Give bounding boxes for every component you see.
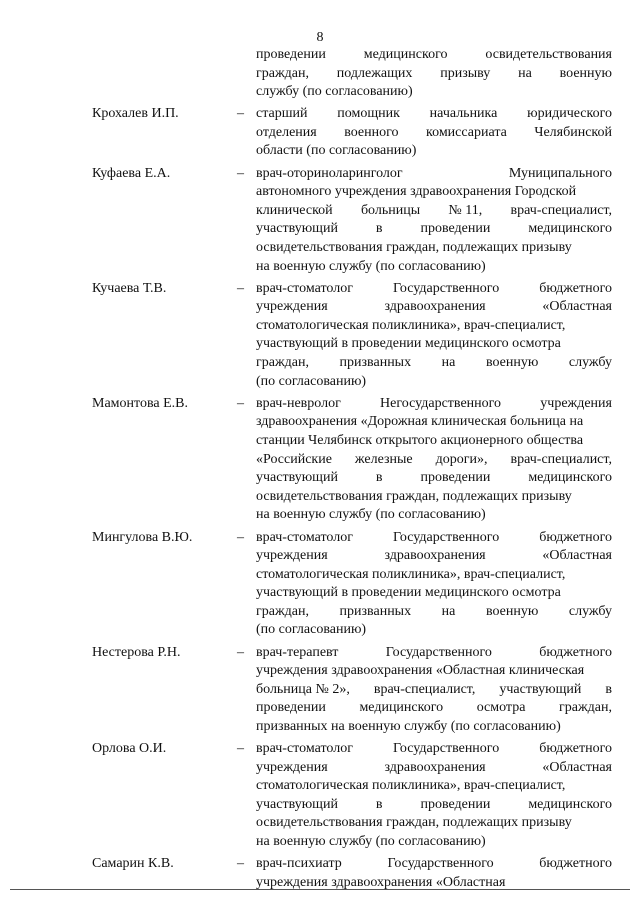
text-word: граждан, — [256, 603, 309, 619]
text-word: участвующий — [256, 470, 338, 486]
text-word: проведении — [256, 700, 326, 716]
member-name: Мингулова В.Ю. — [92, 529, 193, 545]
text-word: больница № 2», — [256, 681, 350, 697]
text-word: здравоохранения «Дорожная клиническая больница на — [256, 414, 584, 430]
text-line — [256, 432, 612, 451]
text-word: стоматологическая поликлиника», врач-специалист, — [256, 566, 566, 582]
text-word: в — [375, 221, 383, 237]
text-word: помощник — [337, 106, 400, 122]
text-word: проведении — [420, 470, 491, 486]
text-line — [256, 280, 612, 299]
text-word: бюджетного — [539, 856, 612, 872]
text-word: на военную службу (по согласованию) — [256, 507, 486, 523]
text-word: медицинского — [528, 470, 612, 486]
text-line — [256, 759, 612, 778]
text-line — [256, 855, 612, 874]
member-position — [256, 395, 612, 525]
member-position — [256, 165, 612, 277]
text-word: врач-терапевт — [256, 644, 339, 660]
text-word: Государственного — [393, 280, 500, 296]
text-word: службу — [568, 603, 612, 619]
continued-description — [256, 46, 612, 102]
dash-separator: – — [237, 856, 244, 872]
text-word: учреждения — [256, 759, 328, 775]
text-word: врач-специалист, — [373, 681, 476, 697]
text-line — [256, 566, 612, 585]
text-line — [256, 506, 612, 525]
member-name: Крохалев И.П. — [92, 106, 179, 122]
text-word: здравоохранения — [384, 299, 486, 315]
text-word: «Областная — [542, 548, 612, 564]
text-line — [256, 373, 612, 392]
text-line — [256, 65, 612, 84]
text-line — [256, 202, 612, 221]
text-word: «Областная — [435, 874, 506, 890]
text-line — [256, 469, 612, 488]
member-position — [256, 529, 612, 641]
text-word: граждан, — [256, 355, 309, 371]
text-word: комиссариата — [426, 124, 507, 140]
text-word: врач-психиатр — [256, 856, 342, 872]
text-word: «Областная — [542, 299, 612, 315]
dash-separator: – — [237, 106, 244, 122]
text-word: учреждения здравоохранения «Областная клиническая — [256, 663, 585, 679]
text-line — [256, 644, 612, 663]
text-word: призванных на военную службу (по согласованию) — [256, 718, 561, 734]
text-word: проведении — [256, 47, 326, 62]
dash-separator: – — [237, 644, 244, 660]
member-position — [256, 740, 612, 852]
text-word: призванных — [339, 355, 412, 371]
text-word: граждан, — [559, 700, 612, 716]
text-word: учреждения — [256, 874, 328, 890]
text-word: участвующий в проведении медицинского осмотра — [256, 336, 561, 352]
text-word: на — [441, 355, 456, 371]
text-word: в — [605, 681, 612, 697]
text-line — [256, 681, 612, 700]
text-line — [256, 662, 612, 681]
text-word: здравоохранения — [384, 548, 486, 564]
text-word: бюджетного — [539, 741, 612, 757]
text-word: врач-невролог — [256, 395, 341, 411]
text-word: в — [375, 796, 383, 812]
text-word: «Областная — [542, 759, 612, 775]
text-word: проведении — [420, 796, 491, 812]
member-position — [256, 105, 612, 161]
text-word: Челябинской — [534, 124, 612, 140]
text-line — [256, 239, 612, 258]
text-line — [256, 220, 612, 239]
text-line — [256, 451, 612, 470]
member-name: Орлова О.И. — [92, 741, 167, 757]
text-line — [256, 395, 612, 414]
member-position — [256, 280, 612, 392]
dash-separator: – — [237, 741, 244, 757]
text-word: службу (по согласованию) — [256, 84, 413, 100]
text-line — [256, 354, 612, 373]
text-line — [256, 699, 612, 718]
text-word: врач-стоматолог — [256, 280, 353, 296]
text-word: медицинского — [528, 221, 612, 237]
text-word: начальника — [429, 106, 498, 122]
text-word: Государственного — [393, 529, 500, 545]
text-word: медицинского — [528, 796, 612, 812]
text-word: врач-оториноларинголог — [256, 165, 403, 181]
text-word: освидетельствования граждан, подлежащих призыву — [256, 815, 572, 831]
text-word: в — [375, 470, 383, 486]
text-word: станции Челябинск открытого акционерного общества — [256, 432, 584, 448]
text-word: освидетельствования граждан, подлежащих призыву — [256, 239, 572, 255]
text-word: участвующий в проведении медицинского осмотра — [256, 585, 561, 601]
text-line — [256, 183, 612, 202]
text-word: стоматологическая поликлиника», врач-специалист, — [256, 778, 566, 794]
text-word: № 11, — [448, 202, 483, 218]
text-word: бюджетного — [539, 644, 612, 660]
dash-separator: – — [237, 280, 244, 296]
dash-separator: – — [237, 395, 244, 411]
text-word: больницы — [360, 202, 421, 218]
text-line — [256, 488, 612, 507]
text-line — [256, 718, 612, 737]
text-word: освидетельствования граждан, подлежащих призыву — [256, 488, 572, 504]
text-word: учреждения — [540, 395, 612, 411]
text-word: здравоохранения — [384, 759, 486, 775]
text-line — [256, 833, 612, 852]
text-word: Государственного — [387, 856, 494, 872]
text-word: клинической — [256, 202, 333, 218]
text-line — [256, 258, 612, 277]
footer-divider — [10, 889, 630, 890]
text-word: старший — [256, 106, 308, 122]
member-name: Мамонтова Е.В. — [92, 395, 188, 411]
text-word: Государственного — [393, 741, 500, 757]
dash-separator: – — [237, 529, 244, 545]
text-line — [256, 584, 612, 603]
text-word: призыву — [440, 65, 491, 81]
text-line — [256, 83, 612, 102]
text-word: участвующий — [256, 796, 338, 812]
text-word: (по согласованию) — [256, 373, 367, 389]
text-line — [256, 335, 612, 354]
text-word: отделения — [256, 124, 317, 140]
text-word: железные — [354, 451, 413, 467]
text-word: здравоохранения — [331, 874, 433, 890]
member-name: Куфаева Е.А. — [92, 165, 171, 181]
text-word: военную — [485, 355, 539, 371]
text-line — [256, 142, 612, 161]
text-word: бюджетного — [539, 529, 612, 545]
text-word: на — [518, 65, 532, 81]
text-word: подлежащих — [336, 65, 413, 81]
text-word: граждан, — [256, 65, 309, 81]
text-word: «Российские — [256, 451, 332, 467]
text-word: медицинского — [359, 700, 444, 716]
member-name: Нестерова Р.Н. — [92, 644, 181, 660]
text-word: области (по согласованию) — [256, 143, 417, 159]
text-word: дороги», — [435, 451, 488, 467]
text-line — [256, 603, 612, 622]
text-word: на военную службу (по согласованию) — [256, 258, 486, 274]
text-line — [256, 317, 612, 336]
text-line — [256, 413, 612, 432]
member-name: Кучаева Т.В. — [92, 280, 167, 296]
text-word: службу — [568, 355, 612, 371]
member-name: Самарин К.В. — [92, 856, 174, 872]
member-position — [256, 855, 612, 892]
text-word: автономного учреждения здравоохранения Городской — [256, 184, 577, 200]
text-line — [256, 529, 612, 548]
page-number: 8 — [316, 30, 324, 45]
text-word: учреждения — [256, 548, 328, 564]
text-word: медицинского — [363, 47, 448, 62]
text-word: на — [441, 603, 456, 619]
text-word: участвующий — [499, 681, 582, 697]
text-line — [256, 105, 612, 124]
text-word: освидетельствования — [485, 47, 612, 62]
text-word: осмотра — [476, 700, 526, 716]
text-word: Государственного — [385, 644, 492, 660]
text-word: военную — [485, 603, 539, 619]
text-line — [256, 777, 612, 796]
text-word: Муниципального — [508, 165, 612, 181]
text-word: на военную службу (по согласованию) — [256, 834, 486, 850]
text-line — [256, 298, 612, 317]
text-line — [256, 547, 612, 566]
text-word: военную — [559, 65, 612, 81]
text-word: проведении — [420, 221, 491, 237]
text-word: врач-стоматолог — [256, 741, 353, 757]
text-word: Негосударственного — [380, 395, 502, 411]
text-line — [256, 124, 612, 143]
text-word: учреждения — [256, 299, 328, 315]
dash-separator: – — [237, 165, 244, 181]
text-line — [256, 165, 612, 184]
text-word: призванных — [339, 603, 412, 619]
text-line — [256, 621, 612, 640]
text-word: участвующий — [256, 221, 338, 237]
text-word: врач-стоматолог — [256, 529, 353, 545]
member-position — [256, 644, 612, 737]
text-word: врач-специалист, — [510, 451, 612, 467]
text-line — [256, 796, 612, 815]
text-word: юридического — [527, 106, 612, 122]
text-word: бюджетного — [539, 280, 612, 296]
text-line — [256, 814, 612, 833]
text-word: стоматологическая поликлиника», врач-специалист, — [256, 317, 566, 333]
text-line — [256, 740, 612, 759]
text-word: врач-специалист, — [510, 202, 612, 218]
text-line — [256, 46, 612, 65]
text-word: (по согласованию) — [256, 622, 367, 638]
text-word: военного — [344, 124, 399, 140]
